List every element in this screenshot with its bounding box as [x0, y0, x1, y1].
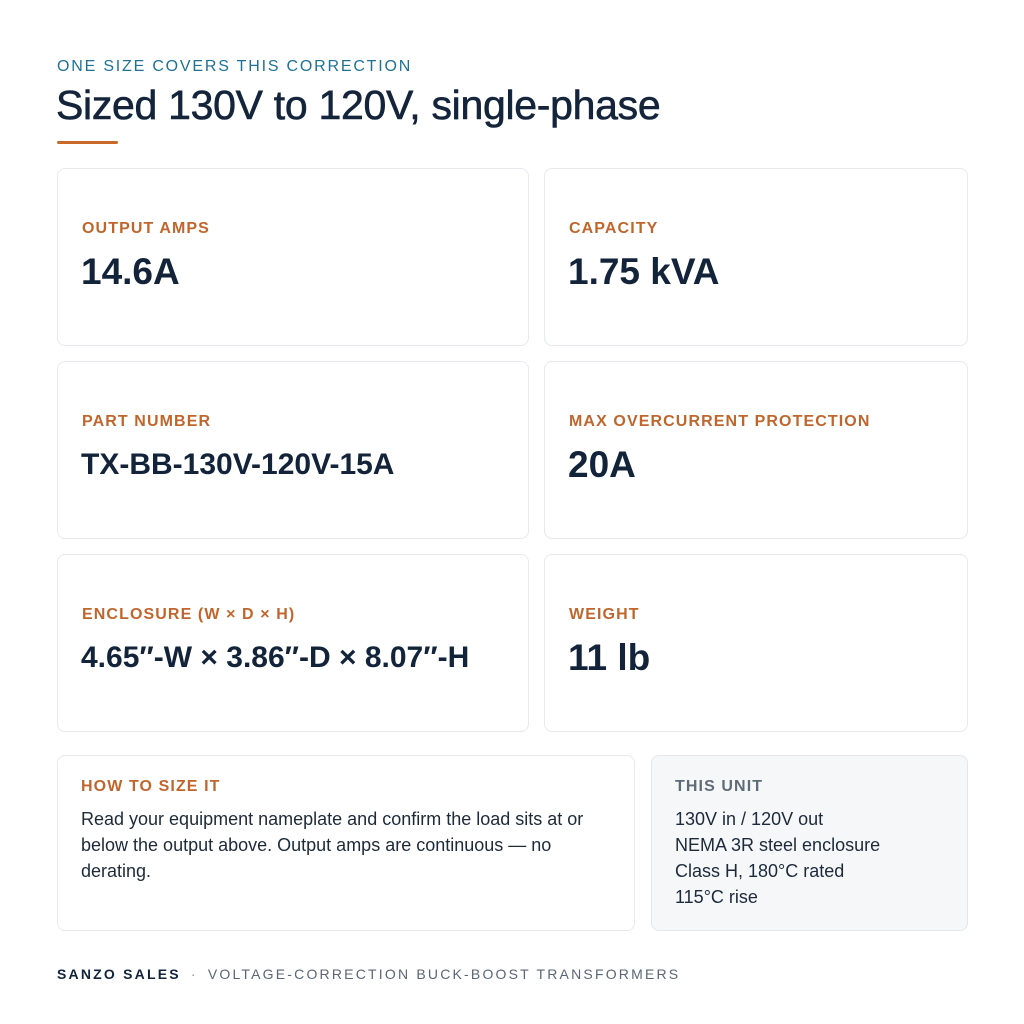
footer: [57, 966, 680, 982]
panel-title: HOW TO SIZE IT: [81, 778, 221, 795]
spec-card-capacity: [544, 168, 968, 346]
spec-value: 14.6A: [81, 251, 180, 292]
spec-label: OUTPUT AMPS: [82, 220, 210, 237]
list-item: Class H, 180°C rated: [675, 861, 845, 881]
list-item: 130V in / 120V out: [675, 809, 824, 829]
panel-title: THIS UNIT: [675, 778, 764, 795]
spec-card-part-number: [57, 361, 529, 539]
spec-value: 20A: [568, 444, 636, 485]
panel-body: Read your equipment nameplate and confirm the load sits at or below the output above. Output amps are continuous — no derating.: [81, 809, 584, 881]
spec-label: CAPACITY: [569, 220, 659, 237]
spec-card-output-amps: [57, 168, 529, 346]
accent-rule: [57, 141, 118, 144]
spec-label: WEIGHT: [569, 606, 640, 623]
spec-label: MAX OVERCURRENT PROTECTION: [569, 413, 871, 430]
footer-brand: SANZO SALES: [57, 966, 181, 982]
list-item: 115°C rise: [675, 887, 758, 907]
unit-feature-list: [675, 806, 880, 910]
list-item: NEMA 3R steel enclosure: [675, 835, 881, 855]
spec-value: 11 lb: [568, 637, 651, 678]
this-unit-panel: [651, 755, 968, 931]
spec-value: TX-BB-130V-120V-15A: [81, 448, 395, 481]
eyebrow-text: ONE SIZE COVERS THIS CORRECTION: [57, 58, 413, 75]
page-title: Sized 130V to 120V, single-phase: [56, 82, 661, 128]
spec-label: PART NUMBER: [82, 413, 212, 430]
footer-tagline: VOLTAGE-CORRECTION BUCK-BOOST TRANSFORMERS: [207, 966, 681, 982]
spec-card-enclosure: [57, 554, 529, 732]
spec-value: 4.65″-W × 3.86″-D × 8.07″-H: [81, 641, 470, 674]
spec-label: ENCLOSURE (W × D × H): [82, 606, 296, 623]
footer-separator: ·: [190, 966, 198, 982]
spec-value: 1.75 kVA: [568, 251, 720, 292]
how-to-size-panel: [57, 755, 635, 931]
spec-card-max-ocp: [544, 361, 968, 539]
spec-card-weight: [544, 554, 968, 732]
